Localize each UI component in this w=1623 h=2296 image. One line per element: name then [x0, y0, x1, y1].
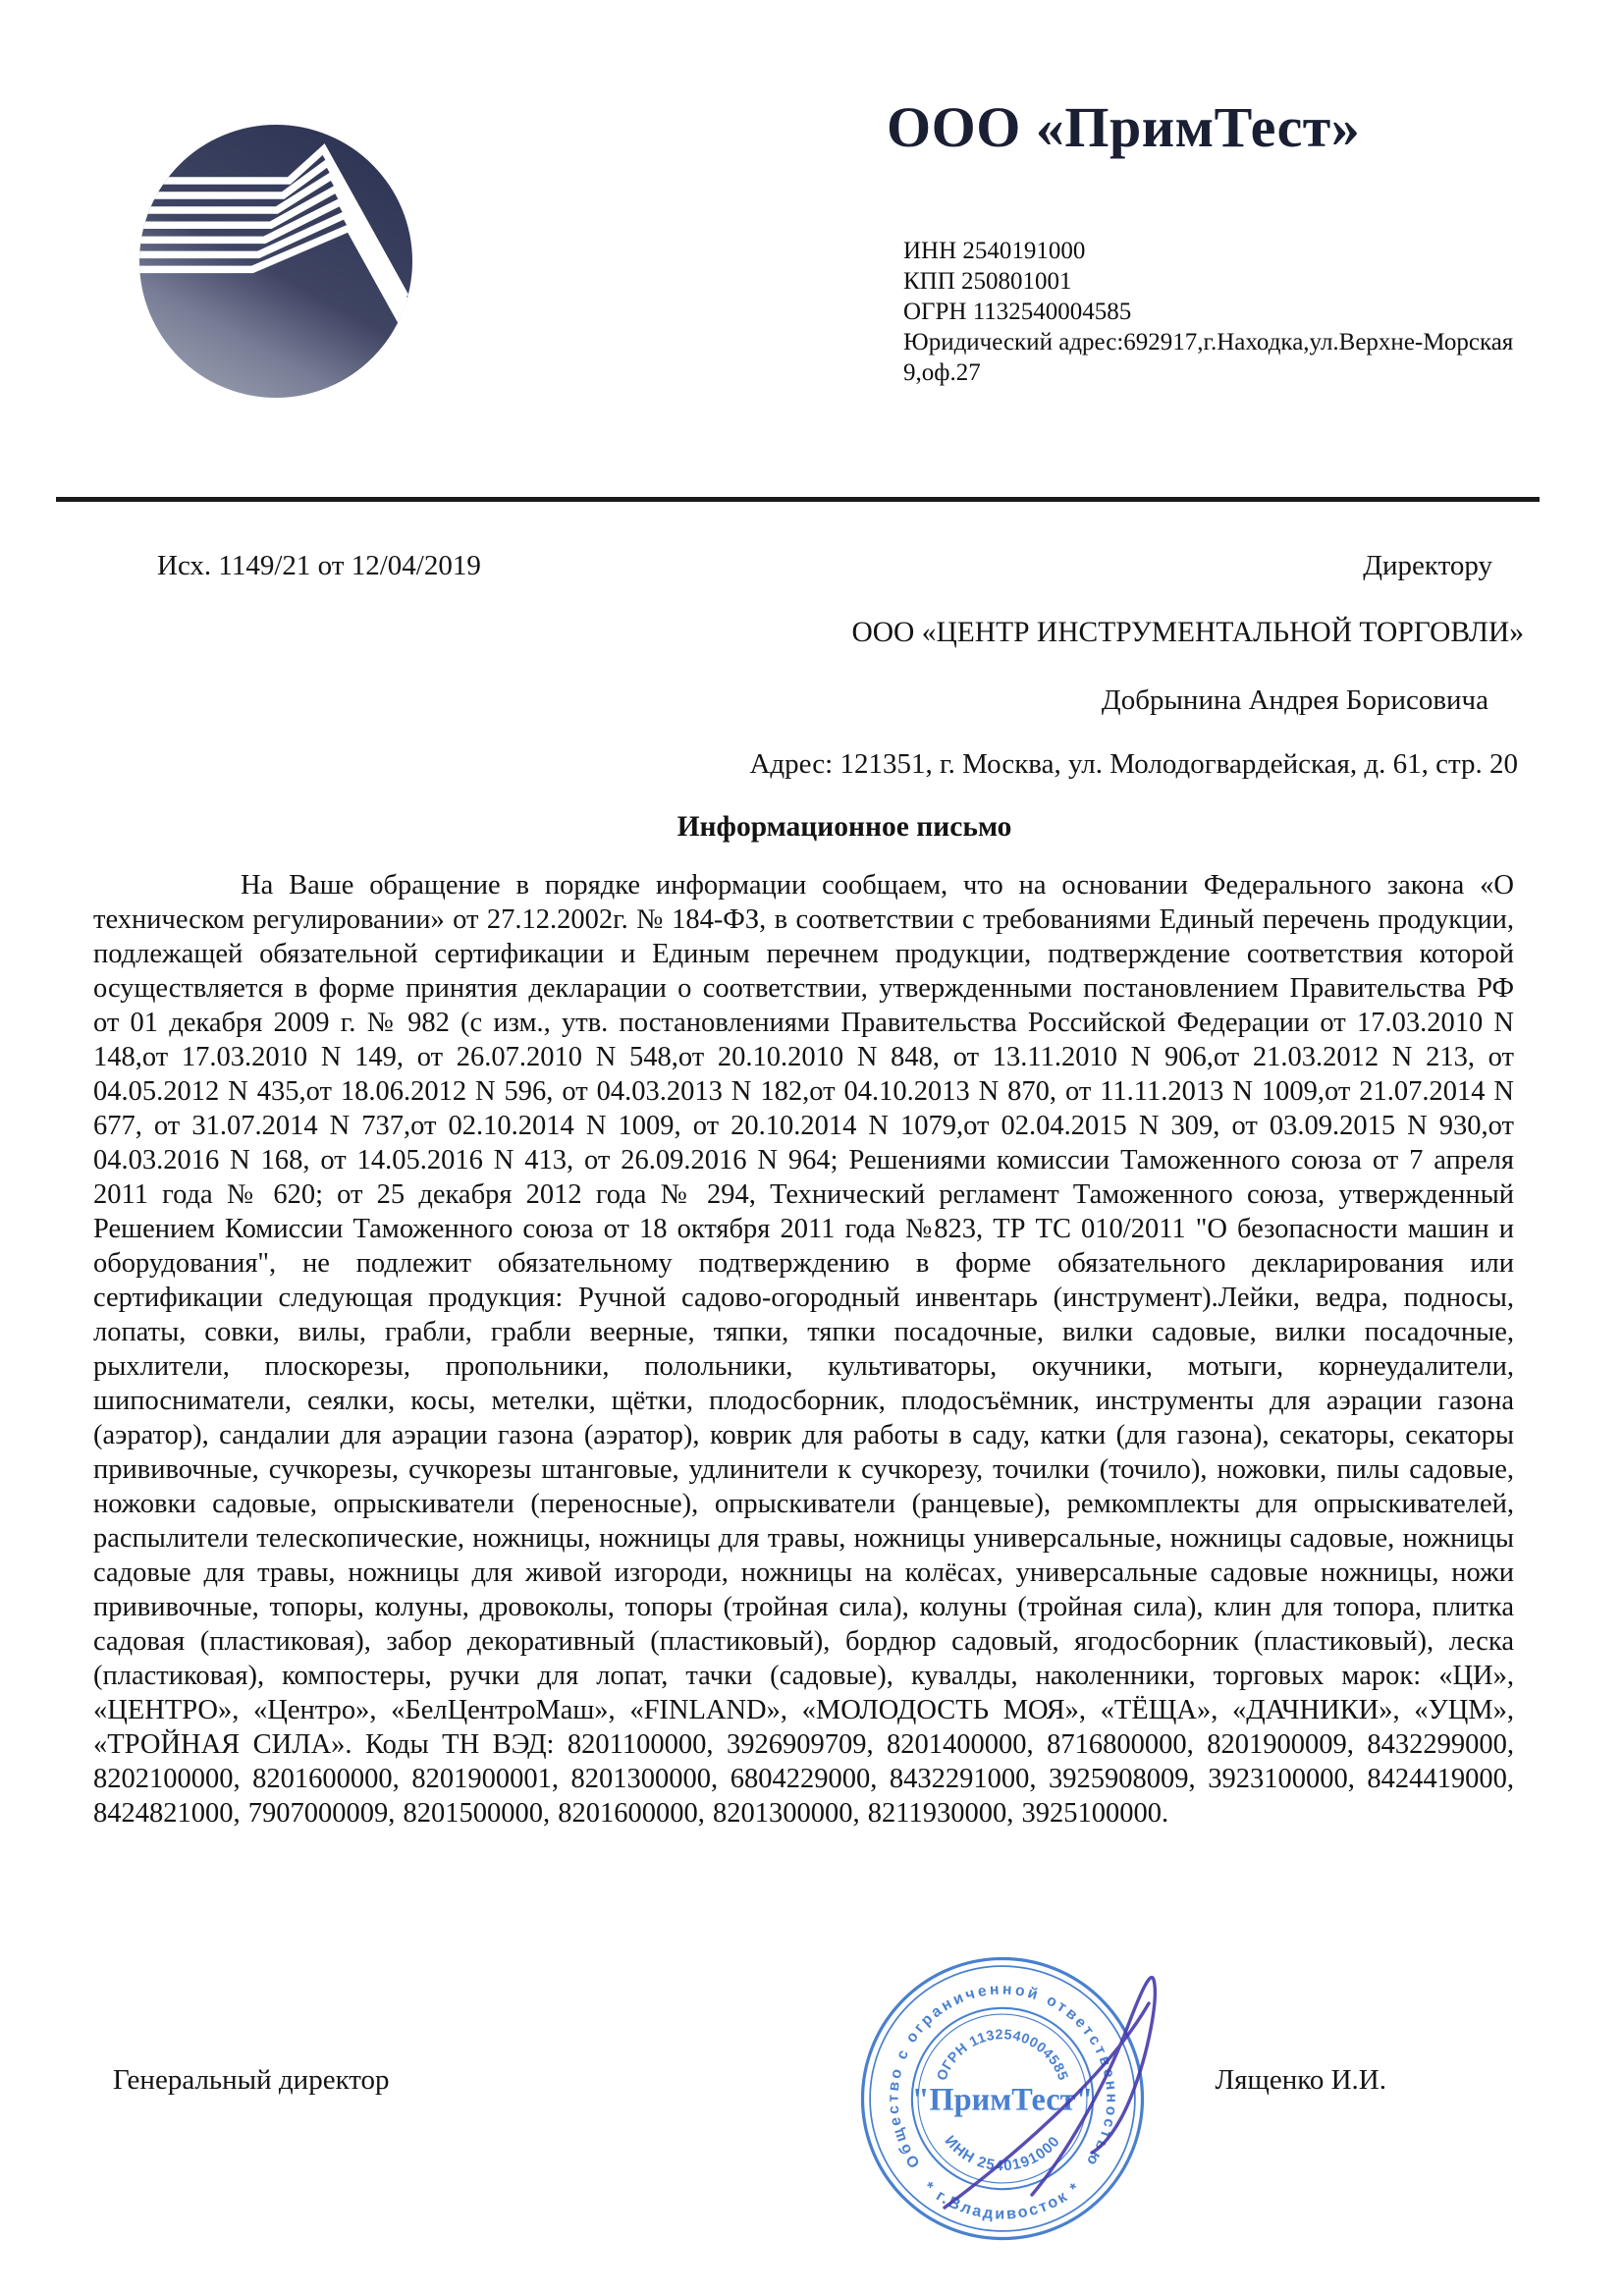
stamp-center-text: "ПримТест": [911, 2081, 1094, 2117]
addressee-company: ООО «ЦЕНТР ИНСТРУМЕНТАЛЬНОЙ ТОРГОВЛИ»: [851, 617, 1524, 648]
signatory-position: Генеральный директор: [113, 2064, 390, 2096]
company-kpp: КПП 250801001: [903, 268, 1072, 295]
striped-globe-icon: [139, 125, 412, 398]
stamp-inn-text: ИНН 2540191000: [941, 2132, 1064, 2175]
company-details: [903, 236, 1551, 388]
outgoing-reference: Исх. 1149/21 от 12/04/2019: [157, 550, 481, 581]
stamp-city-text: * г.Владивосток *: [920, 2178, 1085, 2223]
header-divider: [56, 497, 1540, 502]
addressee-address: Адрес: 121351, г. Москва, ул. Молодогвардейская, д. 61, стр. 20: [749, 748, 1518, 780]
director-signature-icon: [884, 1925, 1237, 2259]
signatory-name: Лященко И.И.: [1215, 2064, 1386, 2096]
stamp-ogrn-text: ОГРН 1132540004585: [934, 2027, 1071, 2084]
company-legal-address-line2: 9,оф.27: [903, 359, 981, 386]
stamp-ring-text: Общество с ограниченной ответственностью: [885, 1981, 1120, 2171]
letter-body: На Ваше обращение в порядке информации сообщаем, что на основании Федерального закона «О техническом регулировании» от 27.12.2002г. № 184-ФЗ, в соответствии с требованиями Единый перечень продукции, подлежащей обязательной сертификации и Единым перечнем продукции, подтверждение соответствия которой осуществляется в форме принятия декларации о соответствии, утвержденными постановлением Правительства РФ от 01 декабря 2009 г. № 982 (с изм., утв. постановлениями Правительства Российской Федерации от 17.03.2010 N 148,от 17.03.2010 N 149, от 26.07.2010 N 548,от 20.10.2010 N 848, от 13.11.2010 N 906,от 21.03.2012 N 213, от 04.05.2012 N 435,от 18.06.2012 N 596, от 04.03.2013 N 182,от 04.10.2013 N 870, от 11.11.2013 N 1009,от 21.07.2014 N 677, от 31.07.2014 N 737,от 02.10.2014 N 1009, от 20.10.2014 N 1079,от 02.04.2015 N 309, от 03.09.2015 N 930,от 04.03.2016 N 168, от 14.05.2016 N 413, от 26.09.2016 N 964; Решениями комиссии Таможенного союза от 7 апреля 2011 года № 620; от 25 декабря 2012 года № 294, Технический регламент Таможенного союза, утвержденный Решением Комиссии Таможенного союза от 18 октября 2011 года №823, ТР ТС 010/2011 "О безопасности машин и оборудования", не подлежит обязательному подтверждению в форме обязательного декларирования или сертификации следующая продукция: Ручной садово-огородный инвентарь (инструмент).Лейки, ведра, подносы, лопаты, совки, вилы, грабли, грабли веерные, тяпки, тяпки посадочные, вилки садовые, вилки посадочные, рыхлители, плоскорезы, пропольники, полольники, культиваторы, окучники, мотыги, корнеудалители, шипосниматели, сеялки, косы, метелки, щётки, плодосборник, плодосъёмник, инструменты для аэрации газона (аэратор), сандалии для аэрации газона (аэратор), коврик для работы в саду, катки (для газона), секаторы, секаторы прививочные, сучкорезы, сучкорезы штанговые, удлинители к сучкорезу, точилки (точило), ножовки, пилы садовые, ножовки садовые, опрыскиватели (переносные), опрыскиватели (ранцевые), ремкомплекты для опрыскивателей, распылители телескопические, ножницы, ножницы для травы, ножницы универсальные, ножницы садовые, ножницы садовые для травы, ножницы для живой изгороди, ножницы на колёсах, универсальные садовые ножницы, ножи прививочные, топоры, колуны, дровоколы, топоры (тройная сила), колуны (тройная сила), клин для топора, плитка садовая (пластиковая), забор декоративный (пластиковый), бордюр садовый, ягодосборник (пластиковый), леска (пластиковая), компостеры, ручки для лопат, тачки (садовые), кувалды, наколенники, торговых марок: «ЦИ», «ЦЕНТРО», «Центро», «БелЦентроМаш», «FINLAND», «МОЛОДОСТЬ МОЯ», «ТЁЩА», «ДАЧНИКИ», «УЦМ», «ТРОЙНАЯ СИЛА». Коды ТН ВЭД: 8201100000, 3926909709, 8201400000, 8716800000, 8201900009, 8432299000, 8202100000, 8201600000, 8201900001, 8201300000, 6804229000, 8432291000, 3925908009, 3923100000, 8424419000, 8424821000, 7907000009, 8201500000, 8201600000, 8201300000, 8211930000, 3925100000.: [93, 870, 1514, 1829]
addressee-person: Добрынина Андрея Борисовича: [1101, 684, 1488, 716]
addressee-title: Директору: [1363, 550, 1492, 581]
company-legal-address-line1: Юридический адрес:692917,г.Находка,ул.Верхне-Морская: [903, 329, 1514, 355]
company-inn: ИНН 2540191000: [903, 238, 1086, 264]
letter-heading: Информационное письмо: [676, 811, 1012, 843]
company-ogrn: ОГРН 1132540004585: [903, 299, 1132, 325]
company-title: ООО «ПримТест»: [887, 95, 1361, 159]
company-logo: [139, 125, 412, 398]
